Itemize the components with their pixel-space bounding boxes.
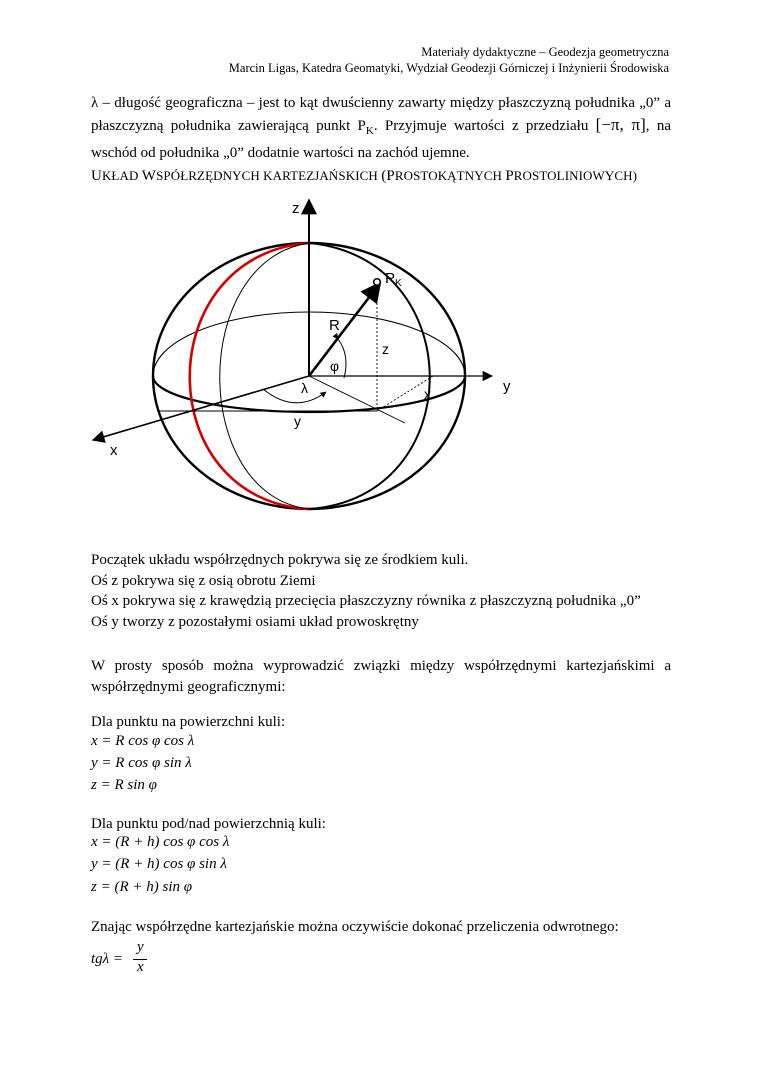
inverse-lhs: tgλ = xyxy=(91,951,124,967)
label-z-axis: z xyxy=(292,200,300,217)
label-y-axis: y xyxy=(503,378,511,395)
surface-heading: Dla punktu na powierzchni kuli: xyxy=(91,714,286,730)
formula-surface-y: y = R cos φ sin λ xyxy=(91,755,192,771)
intro-text-a: λ – długość geograficzna – jest to kąt dwuścienny zawarty między płaszczyzną południka „0” a płaszczyzną południka zawierającą punkt P xyxy=(91,95,671,134)
inverse-denominator: x xyxy=(137,959,144,975)
x-axis xyxy=(93,376,309,440)
label-x-segment: x xyxy=(424,386,431,402)
label-radius: R xyxy=(329,317,340,334)
label-y-segment: y xyxy=(294,413,301,429)
axes-line: Początek układu współrzędnych pokrywa się ze środkiem kuli. xyxy=(91,552,469,568)
axes-line: Oś z pokrywa się z osią obrotu Ziemi xyxy=(91,572,316,589)
zero-meridian xyxy=(190,243,309,509)
intro-text-b: . Przyjmuje wartości z przedziału xyxy=(373,118,596,134)
intro-text-c: , na wschód od południka „0” dodatnie wartości na zachód ujemne. xyxy=(91,118,671,161)
axes-line: Oś x pokrywa się z krawędzią przecięcia płaszczyzny równika z płaszczyzną południka „0” xyxy=(91,593,641,609)
header-line-1: Materiały dydaktyczne – Geodezja geometryczna xyxy=(421,45,669,59)
intro-interval: [−π, π] xyxy=(595,115,646,134)
inverse-numerator: y xyxy=(137,939,144,955)
formula-surface-z: z = R sin φ xyxy=(91,777,157,793)
derivation-intro: W prosty sposób można wyprowadzić związki między współrzędnymi kartezjańskimi a współrzędnymi geograficznymi: xyxy=(91,658,671,695)
label-pk: $P_K$ xyxy=(385,270,402,289)
formula-offsurface-z: z = (R + h) sin φ xyxy=(91,879,193,895)
equator-front xyxy=(153,376,465,412)
point-pk xyxy=(374,279,381,286)
label-phi: φ xyxy=(330,358,340,374)
inverse-text: Znając współrzędne kartezjańskie można oczywiście dokonać przeliczenia odwrotnego: xyxy=(91,919,619,935)
label-lambda: λ xyxy=(301,380,308,396)
axes-description xyxy=(91,550,671,632)
radius-vector xyxy=(309,283,380,376)
section-title: UKŁAD WSPÓŁRZĘDNYCH KARTEZJAŃSKICH (PROSTOKĄTNYCH PROSTOLINIOWYCH) xyxy=(91,168,638,184)
lambda-arc xyxy=(263,389,326,403)
axes-line: Oś y tworzy z pozostałymi osiami układ prowoskrętny xyxy=(91,613,419,630)
offsurface-heading: Dla punktu pod/nad powierzchnią kuli: xyxy=(91,816,326,832)
formula-offsurface-x: x = (R + h) cos φ cos λ xyxy=(91,834,230,850)
label-z-segment: z xyxy=(382,341,389,357)
back-meridian xyxy=(220,243,309,509)
label-x-axis: x xyxy=(110,442,118,459)
header-line-2: Marcin Ligas, Katedra Geomatyki, Wydział Geodezji Górniczej i Inżynierii Środowiska xyxy=(228,61,669,75)
formula-offsurface-y: y = (R + h) cos φ sin λ xyxy=(91,856,227,872)
formula-surface-x: x = R cos φ cos λ xyxy=(91,733,195,749)
phi-arc xyxy=(338,339,346,378)
projection-line xyxy=(309,376,405,423)
intro-sub: K xyxy=(365,125,374,137)
